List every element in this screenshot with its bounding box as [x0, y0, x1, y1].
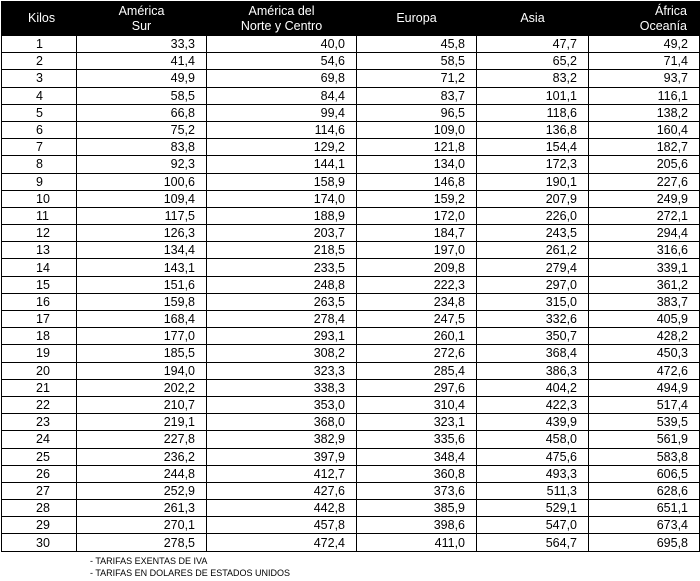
header-america-norte-centro: América del Norte y Centro: [207, 2, 357, 36]
rate-cell: 243,5: [477, 225, 589, 242]
rate-cell: 83,7: [357, 87, 477, 104]
kilos-cell: 18: [2, 328, 77, 345]
rate-cell: 361,2: [589, 276, 700, 293]
rate-cell: 539,5: [589, 414, 700, 431]
table-row: [2, 276, 700, 293]
rate-cell: 100,6: [77, 173, 207, 190]
rate-cell: 222,3: [357, 276, 477, 293]
footnotes: [90, 555, 290, 579]
rate-cell: 129,2: [207, 139, 357, 156]
kilos-cell: 30: [2, 534, 77, 551]
rate-cell: 168,4: [77, 311, 207, 328]
footnote-currency: - TARIFAS EN DOLARES DE ESTADOS UNIDOS: [90, 568, 291, 578]
kilos-cell: 9: [2, 173, 77, 190]
rate-cell: 472,4: [207, 534, 357, 551]
table-row: [2, 465, 700, 482]
rate-cell: 547,0: [477, 517, 589, 534]
shipping-rate-table: [1, 1, 700, 552]
kilos-cell: 2: [2, 53, 77, 70]
rate-cell: 93,7: [589, 70, 700, 87]
kilos-cell: 21: [2, 379, 77, 396]
rate-cell: 439,9: [477, 414, 589, 431]
rate-cell: 249,9: [589, 190, 700, 207]
rate-cell: 121,8: [357, 139, 477, 156]
rate-cell: 234,8: [357, 293, 477, 310]
table-row: [2, 396, 700, 413]
rate-cell: 203,7: [207, 225, 357, 242]
rate-cell: 209,8: [357, 259, 477, 276]
rate-cell: 397,9: [207, 448, 357, 465]
table-row: [2, 517, 700, 534]
rate-cell: 41,4: [77, 53, 207, 70]
rate-cell: 58,5: [357, 53, 477, 70]
header-america-sur: América Sur: [77, 2, 207, 36]
rate-cell: 450,3: [589, 345, 700, 362]
table-row: [2, 156, 700, 173]
table-row: [2, 225, 700, 242]
rate-cell: 194,0: [77, 362, 207, 379]
rate-cell: 651,1: [589, 500, 700, 517]
table-row: [2, 379, 700, 396]
rate-cell: 261,3: [77, 500, 207, 517]
rate-cell: 695,8: [589, 534, 700, 551]
rate-cell: 385,9: [357, 500, 477, 517]
rate-cell: 118,6: [477, 104, 589, 121]
rate-cell: 279,4: [477, 259, 589, 276]
rate-cell: 323,1: [357, 414, 477, 431]
rate-cell: 293,1: [207, 328, 357, 345]
rate-cell: 210,7: [77, 396, 207, 413]
rate-cell: 310,4: [357, 396, 477, 413]
table-row: [2, 534, 700, 551]
rate-cell: 382,9: [207, 431, 357, 448]
rate-cell: 428,2: [589, 328, 700, 345]
rate-cell: 233,5: [207, 259, 357, 276]
rate-cell: 71,2: [357, 70, 477, 87]
rate-cell: 368,0: [207, 414, 357, 431]
table-row: [2, 190, 700, 207]
kilos-cell: 4: [2, 87, 77, 104]
rate-cell: 227,6: [589, 173, 700, 190]
kilos-cell: 28: [2, 500, 77, 517]
table-row: [2, 173, 700, 190]
rate-cell: 517,4: [589, 396, 700, 413]
rate-cell: 190,1: [477, 173, 589, 190]
rate-cell: 368,4: [477, 345, 589, 362]
rate-cell: 529,1: [477, 500, 589, 517]
table-row: [2, 36, 700, 53]
table-row: [2, 431, 700, 448]
rate-cell: 101,1: [477, 87, 589, 104]
kilos-cell: 25: [2, 448, 77, 465]
kilos-cell: 12: [2, 225, 77, 242]
rate-cell: 511,3: [477, 482, 589, 499]
header-row: [2, 2, 700, 36]
table-row: [2, 328, 700, 345]
kilos-cell: 1: [2, 36, 77, 53]
rate-cell: 134,4: [77, 242, 207, 259]
rate-cell: 270,1: [77, 517, 207, 534]
rate-cell: 219,1: [77, 414, 207, 431]
table-row: [2, 259, 700, 276]
header-africa-oceania: África Oceanía: [589, 2, 700, 36]
rate-cell: 564,7: [477, 534, 589, 551]
rate-cell: 33,3: [77, 36, 207, 53]
rate-cell: 628,6: [589, 482, 700, 499]
rate-cell: 160,4: [589, 121, 700, 138]
rate-cell: 218,5: [207, 242, 357, 259]
rate-cell: 272,6: [357, 345, 477, 362]
rate-cell: 182,7: [589, 139, 700, 156]
rate-cell: 494,9: [589, 379, 700, 396]
rate-cell: 144,1: [207, 156, 357, 173]
rate-cell: 197,0: [357, 242, 477, 259]
kilos-cell: 7: [2, 139, 77, 156]
rate-cell: 143,1: [77, 259, 207, 276]
rate-cell: 54,6: [207, 53, 357, 70]
rate-cell: 146,8: [357, 173, 477, 190]
kilos-cell: 23: [2, 414, 77, 431]
rate-cell: 83,2: [477, 70, 589, 87]
table-row: [2, 207, 700, 224]
rate-cell: 458,0: [477, 431, 589, 448]
rate-cell: 373,6: [357, 482, 477, 499]
kilos-cell: 11: [2, 207, 77, 224]
rate-cell: 360,8: [357, 465, 477, 482]
table-row: [2, 500, 700, 517]
rate-cell: 205,6: [589, 156, 700, 173]
rate-cell: 285,4: [357, 362, 477, 379]
rate-cell: 92,3: [77, 156, 207, 173]
rate-cell: 172,3: [477, 156, 589, 173]
rate-cell: 472,6: [589, 362, 700, 379]
kilos-cell: 16: [2, 293, 77, 310]
table-row: [2, 482, 700, 499]
rate-cell: 83,8: [77, 139, 207, 156]
rate-cell: 335,6: [357, 431, 477, 448]
table-row: [2, 345, 700, 362]
rate-cell: 96,5: [357, 104, 477, 121]
rate-cell: 109,0: [357, 121, 477, 138]
rate-cell: 475,6: [477, 448, 589, 465]
rate-cell: 226,0: [477, 207, 589, 224]
rate-cell: 159,8: [77, 293, 207, 310]
table-row: [2, 53, 700, 70]
kilos-cell: 10: [2, 190, 77, 207]
kilos-cell: 6: [2, 121, 77, 138]
rate-cell: 278,4: [207, 311, 357, 328]
kilos-cell: 17: [2, 311, 77, 328]
rate-cell: 174,0: [207, 190, 357, 207]
rate-cell: 40,0: [207, 36, 357, 53]
rate-cell: 136,8: [477, 121, 589, 138]
rate-cell: 114,6: [207, 121, 357, 138]
rate-cell: 184,7: [357, 225, 477, 242]
rate-cell: 561,9: [589, 431, 700, 448]
rate-cell: 442,8: [207, 500, 357, 517]
rate-cell: 404,2: [477, 379, 589, 396]
rate-cell: 188,9: [207, 207, 357, 224]
rate-cell: 126,3: [77, 225, 207, 242]
table-row: [2, 362, 700, 379]
rate-cell: 261,2: [477, 242, 589, 259]
rate-cell: 116,1: [589, 87, 700, 104]
header-kilos: Kilos: [2, 2, 77, 36]
kilos-cell: 20: [2, 362, 77, 379]
rate-cell: 493,3: [477, 465, 589, 482]
rate-cell: 350,7: [477, 328, 589, 345]
rate-cell: 58,5: [77, 87, 207, 104]
rate-cell: 457,8: [207, 517, 357, 534]
rate-cell: 202,2: [77, 379, 207, 396]
rate-cell: 159,2: [357, 190, 477, 207]
rate-cell: 297,6: [357, 379, 477, 396]
kilos-cell: 15: [2, 276, 77, 293]
header-europa: Europa: [357, 2, 477, 36]
kilos-cell: 27: [2, 482, 77, 499]
rate-cell: 151,6: [77, 276, 207, 293]
rate-cell: 247,5: [357, 311, 477, 328]
table-row: [2, 121, 700, 138]
rate-cell: 66,8: [77, 104, 207, 121]
rate-cell: 294,4: [589, 225, 700, 242]
rate-cell: 185,5: [77, 345, 207, 362]
rate-cell: 673,4: [589, 517, 700, 534]
kilos-cell: 29: [2, 517, 77, 534]
rate-cell: 383,7: [589, 293, 700, 310]
kilos-cell: 5: [2, 104, 77, 121]
rate-cell: 412,7: [207, 465, 357, 482]
rate-cell: 308,2: [207, 345, 357, 362]
rate-cell: 422,3: [477, 396, 589, 413]
rate-cell: 297,0: [477, 276, 589, 293]
rate-cell: 405,9: [589, 311, 700, 328]
table-row: [2, 448, 700, 465]
rate-cell: 315,0: [477, 293, 589, 310]
kilos-cell: 3: [2, 70, 77, 87]
kilos-cell: 13: [2, 242, 77, 259]
rate-cell: 348,4: [357, 448, 477, 465]
rate-cell: 583,8: [589, 448, 700, 465]
rate-cell: 248,8: [207, 276, 357, 293]
rate-cell: 117,5: [77, 207, 207, 224]
rate-cell: 386,3: [477, 362, 589, 379]
rate-cell: 45,8: [357, 36, 477, 53]
rate-cell: 353,0: [207, 396, 357, 413]
table-row: [2, 139, 700, 156]
rate-cell: 75,2: [77, 121, 207, 138]
rate-cell: 177,0: [77, 328, 207, 345]
rate-cell: 338,3: [207, 379, 357, 396]
rate-cell: 278,5: [77, 534, 207, 551]
header-asia: Asia: [477, 2, 589, 36]
rate-cell: 65,2: [477, 53, 589, 70]
rate-cell: 84,4: [207, 87, 357, 104]
rate-cell: 411,0: [357, 534, 477, 551]
kilos-cell: 8: [2, 156, 77, 173]
table-row: [2, 293, 700, 310]
rate-cell: 134,0: [357, 156, 477, 173]
rate-cell: 339,1: [589, 259, 700, 276]
rate-cell: 154,4: [477, 139, 589, 156]
rate-cell: 398,6: [357, 517, 477, 534]
rate-cell: 260,1: [357, 328, 477, 345]
rate-cell: 252,9: [77, 482, 207, 499]
rate-cell: 69,8: [207, 70, 357, 87]
rate-cell: 47,7: [477, 36, 589, 53]
table-row: [2, 414, 700, 431]
table-row: [2, 104, 700, 121]
rate-cell: 49,2: [589, 36, 700, 53]
rate-cell: 244,8: [77, 465, 207, 482]
kilos-cell: 26: [2, 465, 77, 482]
table-row: [2, 311, 700, 328]
kilos-cell: 19: [2, 345, 77, 362]
rate-cell: 272,1: [589, 207, 700, 224]
rate-cell: 236,2: [77, 448, 207, 465]
rate-cell: 263,5: [207, 293, 357, 310]
rate-cell: 207,9: [477, 190, 589, 207]
footnote-iva: - TARIFAS EXENTAS DE IVA: [90, 556, 208, 566]
rate-cell: 99,4: [207, 104, 357, 121]
rate-cell: 606,5: [589, 465, 700, 482]
rate-cell: 323,3: [207, 362, 357, 379]
table-row: [2, 242, 700, 259]
rate-cell: 71,4: [589, 53, 700, 70]
table-row: [2, 70, 700, 87]
kilos-cell: 14: [2, 259, 77, 276]
rate-cell: 172,0: [357, 207, 477, 224]
rate-cell: 332,6: [477, 311, 589, 328]
rate-cell: 49,9: [77, 70, 207, 87]
rate-cell: 158,9: [207, 173, 357, 190]
rate-cell: 109,4: [77, 190, 207, 207]
kilos-cell: 22: [2, 396, 77, 413]
rate-cell: 316,6: [589, 242, 700, 259]
table-row: [2, 87, 700, 104]
kilos-cell: 24: [2, 431, 77, 448]
rate-cell: 427,6: [207, 482, 357, 499]
rate-cell: 227,8: [77, 431, 207, 448]
rate-cell: 138,2: [589, 104, 700, 121]
